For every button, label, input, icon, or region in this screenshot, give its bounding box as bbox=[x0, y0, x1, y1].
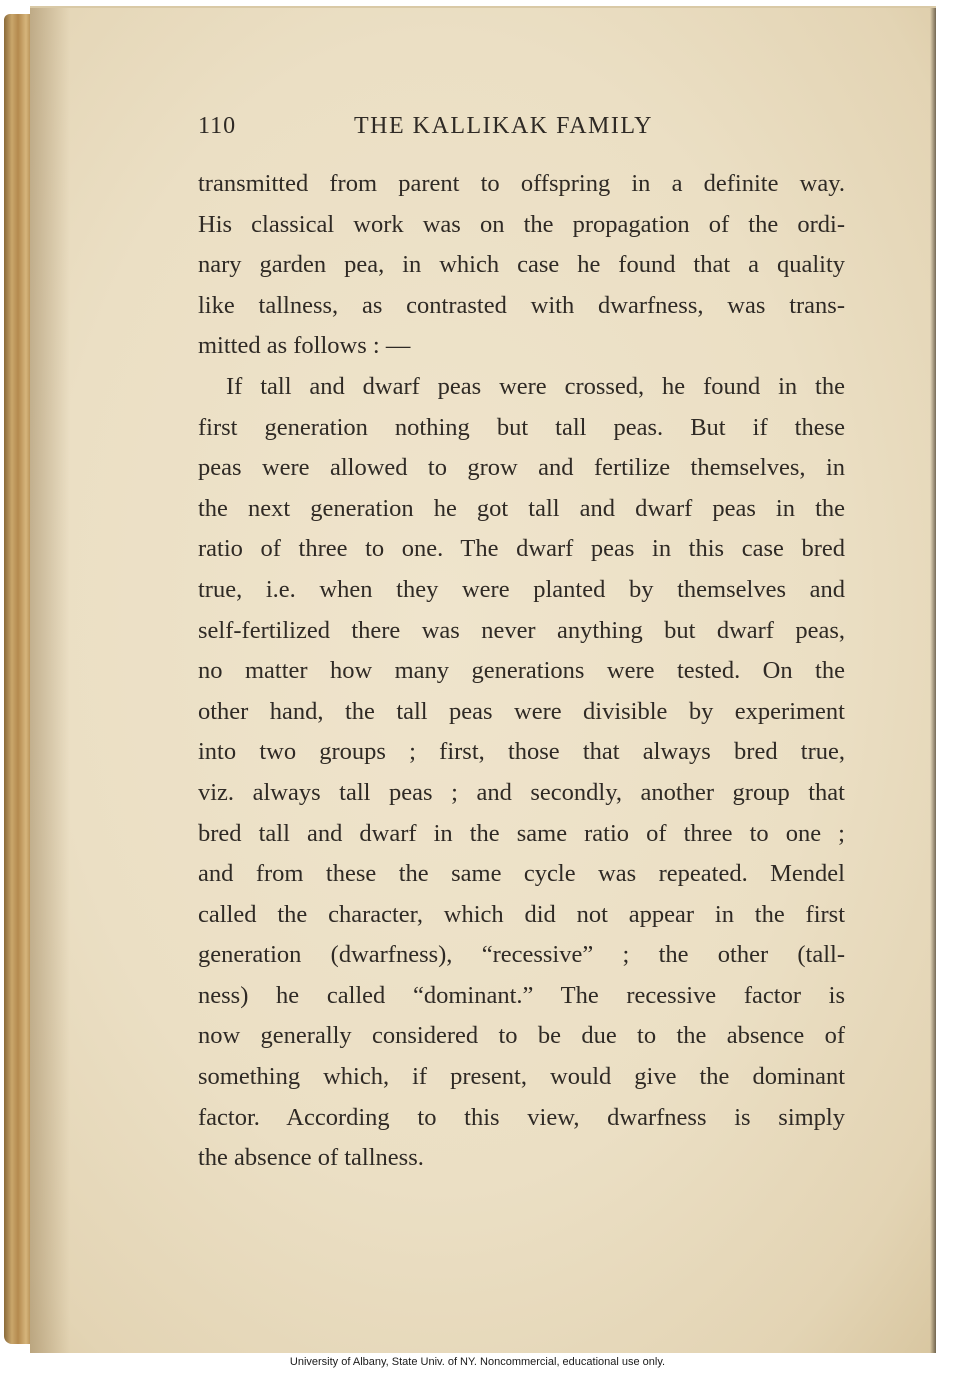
text-line: the next generation he got tall and dwarf peas in the bbox=[198, 494, 845, 522]
text-line: peas were allowed to grow and fertilize themselves, in bbox=[198, 454, 845, 482]
text-line: now generally considered to be due to the absence of bbox=[198, 1022, 845, 1050]
text-line: ness) he called “dominant.” The recessive factor is bbox=[198, 981, 845, 1009]
text-line: mitted as follows : — bbox=[198, 332, 411, 360]
text-line: bred tall and dwarf in the same ratio of three to one ; bbox=[198, 819, 845, 847]
body-text bbox=[198, 164, 845, 1179]
scan-margin bbox=[936, 0, 955, 1376]
text-line: His classical work was on the propagation of the ordi- bbox=[198, 210, 845, 238]
page-header bbox=[198, 113, 848, 145]
text-line: something which, if present, would give the dominant bbox=[198, 1063, 845, 1091]
text-line: true, i.e. when they were planted by themselves and bbox=[198, 575, 845, 603]
text-line: no matter how many generations were tested. On the bbox=[198, 657, 845, 685]
text-line: into two groups ; first, those that always bred true, bbox=[198, 738, 845, 766]
gutter-shadow bbox=[30, 8, 70, 1353]
text-line: viz. always tall peas ; and secondly, another group that bbox=[198, 778, 845, 806]
paragraph-start-line: If tall and dwarf peas were crossed, he found in the bbox=[226, 372, 845, 400]
text-line: factor. According to this view, dwarfness is simply bbox=[198, 1103, 845, 1131]
text-line: the absence of tallness. bbox=[198, 1144, 424, 1172]
text-line: transmitted from parent to offspring in a definite way. bbox=[198, 170, 845, 197]
text-line: self-fertilized there was never anything but dwarf peas, bbox=[198, 616, 845, 644]
usage-credit: University of Albany, State Univ. of NY. Noncommercial, educational use only. bbox=[289, 1356, 666, 1368]
text-line: other hand, the tall peas were divisible by experiment bbox=[198, 697, 845, 725]
text-line: nary garden pea, in which case he found that a quality bbox=[198, 251, 845, 279]
running-title: THE KALLIKAK FAMILY bbox=[354, 113, 653, 139]
text-line: ratio of three to one. The dwarf peas in this case bred bbox=[198, 535, 845, 563]
page-number: 110 bbox=[198, 113, 237, 139]
text-line: like tallness, as contrasted with dwarfness, was trans- bbox=[198, 291, 845, 319]
text-line: and from these the same cycle was repeated. Mendel bbox=[198, 860, 845, 888]
text-line: first generation nothing but tall peas. But if these bbox=[198, 413, 845, 441]
text-line: generation (dwarfness), “recessive” ; the other (tall- bbox=[198, 941, 845, 969]
text-line: called the character, which did not appear in the first bbox=[198, 900, 845, 928]
